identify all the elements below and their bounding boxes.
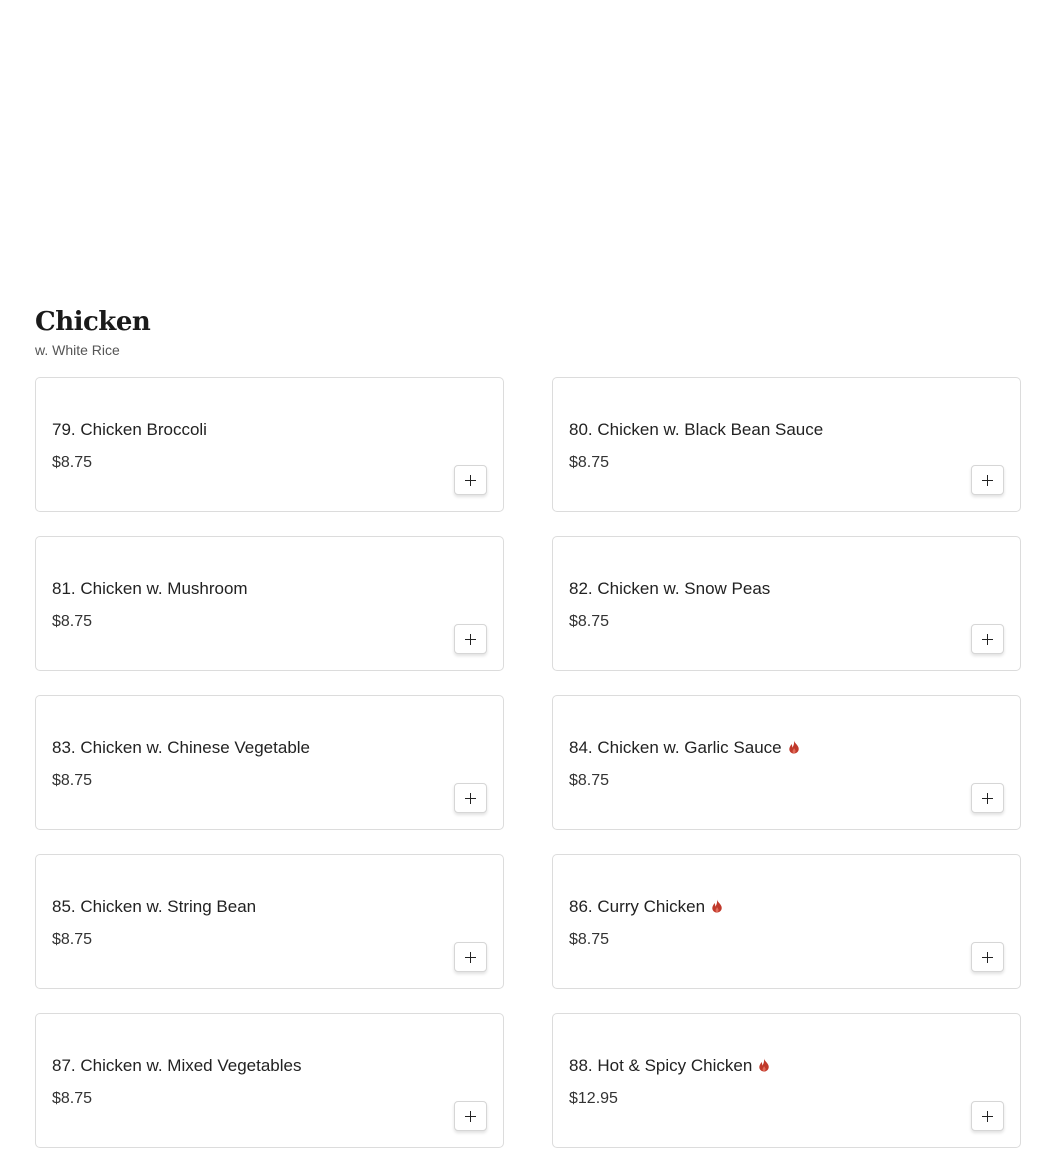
flame-icon [758,1058,770,1072]
menu-item-price: $8.75 [52,613,93,630]
add-item-button[interactable] [454,624,487,654]
flame-icon [711,899,723,913]
section-title: Chicken [35,307,151,337]
menu-item-name: 87. Chicken w. Mixed Vegetables [52,1056,302,1075]
menu-item-card[interactable] [552,1013,1021,1148]
menu-item-name: 86. Curry Chicken [569,897,723,917]
add-item-button[interactable] [971,783,1004,813]
menu-item-name: 80. Chicken w. Black Bean Sauce [569,420,824,439]
menu-item-name: 82. Chicken w. Snow Peas [569,579,771,598]
menu-item-card[interactable] [552,854,1021,989]
menu-item-price: $8.75 [569,454,610,471]
add-item-button[interactable] [454,783,487,813]
plus-icon [982,634,993,645]
menu-item-price: $8.75 [569,613,610,630]
menu-item-name: 79. Chicken Broccoli [52,420,207,439]
menu-item-price: $8.75 [52,1090,93,1107]
add-item-button[interactable] [454,1101,487,1131]
plus-icon [982,475,993,486]
menu-item-price: $8.75 [569,931,610,948]
menu-section-chicken [35,300,1021,1107]
plus-icon [465,1111,476,1122]
plus-icon [982,952,993,963]
add-item-button[interactable] [971,1101,1004,1131]
menu-item-card[interactable] [35,695,504,830]
plus-icon [982,1111,993,1122]
plus-icon [465,634,476,645]
add-item-button[interactable] [971,942,1004,972]
menu-item-card[interactable] [35,377,504,512]
menu-item-card[interactable] [35,854,504,989]
section-subtitle: w. White Rice [35,342,120,358]
flame-icon [788,740,800,754]
add-item-button[interactable] [454,942,487,972]
menu-item-name: 81. Chicken w. Mushroom [52,579,248,598]
menu-item-price: $12.95 [569,1090,618,1107]
add-item-button[interactable] [971,624,1004,654]
plus-icon [465,793,476,804]
menu-item-price: $8.75 [52,931,93,948]
menu-item-name: 83. Chicken w. Chinese Vegetable [52,738,311,757]
menu-item-card[interactable] [552,377,1021,512]
menu-items-grid [35,377,1021,1148]
menu-item-name: 88. Hot & Spicy Chicken [569,1056,770,1076]
menu-item-price: $8.75 [569,772,610,789]
add-item-button[interactable] [454,465,487,495]
plus-icon [982,793,993,804]
menu-item-card[interactable] [35,1013,504,1148]
menu-item-name: 85. Chicken w. String Bean [52,897,257,916]
plus-icon [465,475,476,486]
menu-item-price: $8.75 [52,772,93,789]
menu-item-price: $8.75 [52,454,93,471]
menu-item-card[interactable] [552,695,1021,830]
menu-item-card[interactable] [35,536,504,671]
plus-icon [465,952,476,963]
menu-item-card[interactable] [552,536,1021,671]
add-item-button[interactable] [971,465,1004,495]
menu-item-name: 84. Chicken w. Garlic Sauce [569,738,800,758]
